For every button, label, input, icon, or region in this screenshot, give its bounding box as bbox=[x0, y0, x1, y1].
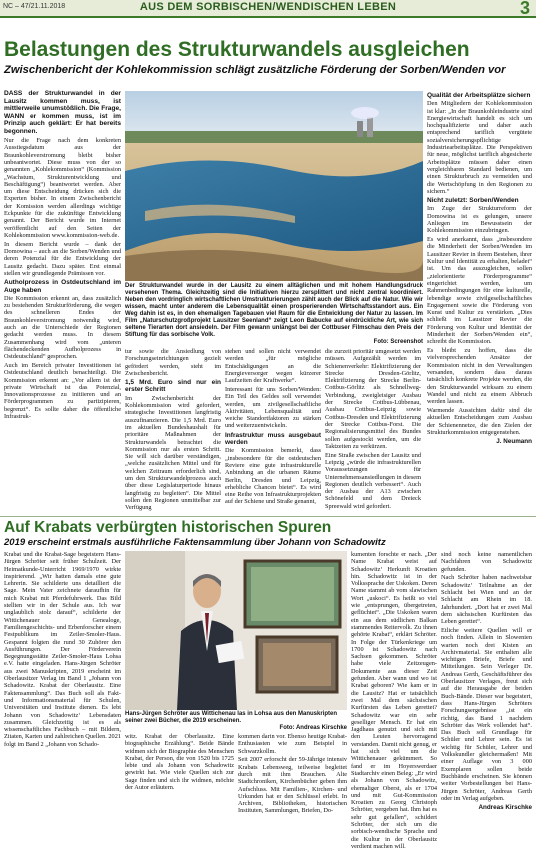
landscape-image bbox=[125, 91, 423, 281]
article1-col2-p1: tur sowie die Ansiedlung von Forschungseinrichtungen gezielt gefördert werden, steht im Zwischenbericht. bbox=[125, 348, 221, 377]
lignite-lake-photo bbox=[125, 91, 423, 281]
article1-col5-subhead: Qualität der Arbeitsplätze sichern bbox=[427, 92, 531, 99]
issue-label: NC – 47/21.11.2018 bbox=[3, 3, 66, 10]
article1-subhead: Zwischenbericht der Kohlekommission schlägt zusätzliche Förderung der Sorben/Wenden vor bbox=[4, 64, 506, 76]
article2-col1 bbox=[4, 551, 121, 781]
article1-photo-caption bbox=[125, 283, 423, 346]
article2-col2 bbox=[125, 733, 234, 792]
article1-col3-p2: Interessant für uns Sorben/Wenden: Ein Teil des Geldes soll verwendet werden, um zivilgesellschaftliche Aktivitäten, Lebensqualität und weiche Standortfaktoren zu stärken und weiterzuentwickeln. bbox=[225, 385, 321, 430]
article1-col1-subhead: Autholprozess in Ostdeutschland im Auge haben bbox=[4, 279, 121, 294]
article1-col1-p2: In diesem Bericht wurde – dank der Domowina – auch an die Sorben/Wenden und deren Potenzial für die Entwicklung der Lausitz gedacht. Dazu später. Erst einmal stellen wir grundlegende Prämissen vor. bbox=[4, 240, 121, 277]
article2-col3-p2: Seit 2007 erforscht der 59-Jährige intensiv Krabats Lebensweg, teilweise begleitet durch mit ihm Brauchen. Alte Stadtchroniken, Kirchenbücher geben ihm Aufschluss. Mit Familien-, Kirchen- und Urkunden hat er den Schlüssel erlebt. In Archiven, Bibliotheken, historischen Instituten, Sammlungen, Briefen, Do- bbox=[238, 756, 347, 815]
article1-author: J. Neumann bbox=[496, 437, 532, 445]
article1-lead: DASS der Strukturwandel in der Lausitz kommen muss, ist mittlerweile unumstößlich. Die Frage, WANN er kommen muss, ist im Prinzip auch geklärt: Er hat bereits begonnen. bbox=[4, 90, 121, 135]
article2-col5-p2: Nach Schröter haben nachweisbar Schadowitz‘ Teilnahme an der Schlacht bei Wien und an der Schlacht am Rhein im 18. Jahrhundert. „Dort hat er zwei Mal dem sächsischen Kurfürsten das Leben gerettet“. bbox=[441, 574, 532, 626]
article1-col2-p2: Im Zwischenbericht der Kohlekommission wird gefordert, strategische Investitionen langfristig auszufinanzieren. Die 1,5 Mrd. Euro im aktuellen Bundeshaushalt für prioritäre Maßnahmen der Strukturwandels betrachtet die Kommission nur als ersten Schritt. Sie will sich darüber verständigen, „welche zusätzlichen Mittel und für welchen Zeitraum erforderlich sind, um den Strukturwandelprozess auch über diese Legislaturperiode hinaus langfristig zu begleiten“. Die Mittel sollen den Regionen unmittelbar zur Verfügung bbox=[125, 394, 221, 512]
article1-col1-p1: Nur die Frage nach dem konkreten Ausstiegsdatum aus der Braunkohleverstromung bleibt bisher unbeantwortet. Diese muss von der so genannten „Kohlekommission“ (Kommission „Wachstum, Strukturentwicklung und Beschäftigung“) beantwortet werden. Aber um diese Entscheidung drücken sich die Experten bisher. In einem Zwischenbericht der Komission werden allerdings wichtige Eckpunkte für die zukünftige Entwicklung genannt. Der Bericht wurde im Internet veröffentlicht auf den Seiten der Kohlekommission www.kommission-web.de. bbox=[4, 137, 121, 239]
article1-col3-p3: Die Kommission bemerkt, dass „insbesondere für die ostdeutschen Reviere eine gute infrastrukturelle Anbindung an die urbanen Räume Berlin, Dresden und Leipzig, erhebliche Chancen bietet“. Es wird eine Reihe von Infrastrukturprojekten auf der Schiene und Straße genannt, bbox=[225, 447, 321, 506]
article2-col3 bbox=[238, 733, 347, 815]
article1-col2-subhead: 1,5 Mrd. Euro sind nur ein erster Schritt bbox=[125, 379, 221, 394]
article2-col2-p1: witz. Krabat der Oberlausitz. Eine biographische Erzählung“. Beide Bände widmen sich der Biographie des Menschen Krabat, der Person, die von 1520 bis 1725 lebte und als Johann von Schadowitz gewirkt hat. Wie viele Quellen sich zur Sage finden und sich ihr widmen, möchte der Autor erläutern. bbox=[125, 733, 234, 792]
article2-subhead: 2019 erscheint erstmals ausführliche Faktensammlung über Johann von Schadowitz bbox=[4, 537, 386, 548]
page-header bbox=[0, 0, 536, 18]
article2-col3-p1: kommen darin vor. Ebenso heutige Krabat-Enthusiasten wie zum Beispiel in Schwarzkollm. bbox=[238, 733, 347, 755]
article1-col4-p1: die zurzeit prioritär umgesetzt werden müssen. Aufgezählt werden im Schienenverkehr: Elektrifizierung der Strecke Dresden-Görlitz, Elektrifizierung der Strecke Berlin-Cottbus-Görlitz als Schnellweg-Verbindung, zweigleisiger Ausbau der Strecke Cottbus-Lübbenau, Ausbau Cottbus-Leipzig sowie Cottbus-Dresden und Elektrifizierung der Strecke Cottbus-Forst. Die Regionalisierungsmittel des Bundes sollen aufgestockt werden, um die Taktzeiten zu verkürzen. bbox=[325, 348, 421, 450]
article1-caption-text: Der Strukturwandel wurde in der Lausitz zu einem alltäglichen und mit hohem Handlungsdruck versehenen Thema. Gleichzeitig sind die Initiativen hierzu zersplittert und nicht zentral koordiniert. Neben den vordringlich wirtschaftlichen Umstrukturierungen zählt auch der Blick auf die Natur. Wie wir wissen, macht unter anderem die Lebensqualität einen prosperierenden Wirtschaftsstandort aus. Ein Weg dahin ist es, in den ehemaligen Tagebauen viel Raum für die Entwicklung der Natur zu lassen. Im Film „Naturschutzgroßprojekt Lausitzer Seenland“ zeigt Leon Babucke auf eindrückliche Art, wie sich seltene Tierarten dort ansiedeln. Der Film gewann unlängst bei der Cottbuser Filmschau den Preis der Stiftung für das sorbische Volk. bbox=[125, 283, 423, 338]
article1-headline: Belastungen des Strukturwandels ausgleichen bbox=[4, 38, 470, 61]
article2-col4-p1: kumenten forschte er nach. „Der Name Krabat weist auf Schadowitz‘ Herkunft Kroatien hin. Schadowitz ist in der Volkssprache der Uskoken. Deren Name stammt ab vom slawischen Wort „uskoci“. Es heißt so viel wie „entsprungen, übergetreten, geflüchtet“. „Die Uskoken waren ein aus dem südlichen Balkan stammendes Reitervolk. Zu ihnen gehörte Krabat“, erklärt Schröter. In Folge der Türkenkriege um 1700 ist Schadowitz nach Sachsen gekommen. Schröter habe viele Zeitzeugen-Dokumente aus dieser Zeit gefunden. Aber wann und wo ist Krabat geboren? Wie kam er in die Lausitz? Hat er tatsächlich zwei Mal dem sächsischen Kurfürsten das Leben gerettet? Schadowitz war ein sehr geselliger Mensch. Er hat ein Jagdhaus genutzt und sich mit den Leuten hervorragend verstanden. Damit nicht genug, er hat sich viel um die Wittichenauer gekümmert. So fand er im Hoyerswerdaer Stadtarchiv einen Beleg: „Er wird als Johann von Schadowitz, ehemaliger Oberst, als er 1704 und mit Gut-Kommission Kroatien zu Georg Christoph Schröter, vergeben hat. Ihm hat es sehr gut gefallen“, schildert Schröter, der sich um die sorbisch-wendische Sprache und die Kultur in der Oberlausitz verdient machen will. bbox=[351, 551, 437, 850]
article1-photo-credit: Foto: Screenshot bbox=[373, 339, 423, 345]
article-divider bbox=[0, 516, 536, 517]
article2-col5 bbox=[441, 551, 532, 811]
article2-col5-p1: sind noch keine namentlichen Nachfahren von Schadowitz gefunden. bbox=[441, 551, 532, 573]
article1-col5-p4: Es bleibt zu hoffen, dass die vielversprechenden Ansätze der Kommission nicht in den Verwaltungen versanden, sondern dass daraus tatsächlich konkrete Projekte werden, die den Strukturwandel wirksam zu einem Wandel und nicht zu einem Abbruch werden lassen. bbox=[427, 347, 532, 406]
article2-col5-p3: Etliche weitere Quellen will er noch finden. Allein in Slowenien warten noch drei Kisten an Archivmaterial. Sie enthalten alle wichtigen Briefe, Briefe und Mitteilungen. Sein Verleger Dr. Andreas Gerth, Geschäftsführer des Oberlausitzer Verlages, freut sich auf die Herausgabe der beiden Buch-Bände. Dieser war begeistert, dass Hans-Jürgen Schröters Forschungsergebnisse „ist ein richtig, das Band 1 nachdem Schröter das Werk vollendet hat“. Das Buch soll Grundlage für Schüler und Lehrer sein. Es ist wichtig für Schüler, Lehrer und Volkskundler gleichermaßen! Mit einer Auflage von 3 000 Exemplaren sollen beide Buchbände erscheinen. Sie können weiter Vorbestellungen bei Hans-Jürgen Schröter, Andreas Gerth oder im Verlag aufgeben. bbox=[441, 626, 532, 802]
article2-headline: Auf Krabats verbürgten historischen Spuren bbox=[4, 519, 332, 536]
article2-photo-credit: Foto: Andreas Kirschke bbox=[279, 725, 347, 731]
article1-col4 bbox=[325, 348, 421, 516]
speaker-photo bbox=[125, 551, 347, 710]
article1-col2 bbox=[125, 348, 221, 516]
article1-col5-p3: Es wird anerkannt, dass „insbesondere die Minderheit der Sorben/Wenden im Lausitzer Revier in ihrem Bestehen, ihrer Kultur und Identität zu erhalten, beladet“ ist. Um das auszugleichen, sollen „zielorientierte Förderprogramme“ eingerichtet werden, um Rahmenbedingungen für eine kulturelle, lebendige sowie zivilgesellschaftliches Engagement sowie die Förderung von Kunst und Kultur zu verstärken. „Dies schließt im Lausitzer Revier die Förderung von Kultur und Identität der Minderheit der Sorben/Wenden ein“, schreibt die Kommission. bbox=[427, 236, 532, 346]
article1-col4-p2: Eine Straße zwischen der Lausitz und Leipzig „würde die infrastrukturellen Voraussetzungen für Unternehmensansiedlungen in diesem Regionen deutlich verbessert“. Auch der Ausbau der A13 zwischen Schönefeld und dem Dreieck Spreewald wird gefordert. bbox=[325, 451, 421, 510]
article2-col1-p1: Krabat und die Krabat-Sage begeistern Hans-Jürgen Schröter seit früher Schulzeit. Der Heimatkunde-Unterricht 1969/1970 wirkte inspirierend. „Wir hatten damals eine gute Lehrerin. Sie schilderte uns detailliert die Sage. Mein Vater zeichnete daraufhin für mich Krabat mit Pferdefuhrwerk. Das Bild stellten wir in der Schule aus. Ich war unglaublich stolz darauf“, schilderte der Wittichenauer Genealoge, Familiengeschichts- und Erbenforscher einem Festpublikum im Zeiler-Smoler-Haus. Gespannt folgten die rund 30 Zuhörer den Ausführungen. Der Förderverein Begegnungsstätte Zeiler-Smoler-Haus Lohsa e.V. hatte eingeladen. Hans-Jürgen Schröter aus zwei Manuskripten, 2019 erscheint im Oberlausitzer Verlag im Band 1 „Johann von Schadowitz. Krabat der Oberlausitz. Eine Faktensammlung“. Das Buch soll als Fakt- und Informationsmaterial für Schulen, Universitäten und Institute dienen. Es lebt Johann von Schadowitz‘ Lebensdaten zusammen. Gleichzeitig ist es als wissenschaftliches Fachbuch – mit Bildern, Zitaten, Karten und zahlreichen Quellen. 2021 folgt im Band 2 „Johann von Schado- bbox=[4, 551, 121, 748]
section-title: AUS DEM SORBISCHEN/WENDISCHEN LEBEN bbox=[139, 1, 397, 13]
article2-col4 bbox=[351, 551, 437, 850]
article1-col5-p5: Warmende Aussichten dafür sind die aktuellen Entscheidungen zum Ausbau der Schienennetze, die den Zielen der Strukturkommission entgegenstehen. bbox=[427, 406, 532, 436]
article1-col3-subhead: Infrastruktur muss ausgebaut werden bbox=[225, 431, 321, 447]
article1-col1 bbox=[4, 90, 121, 515]
article2-photo-caption bbox=[125, 711, 347, 732]
article1-col5 bbox=[427, 90, 532, 515]
article1-col5-p2: Im Zuge der Strukturreform der Domowina ist es gelungen, unsere Anliegen im Bewusstsein der Kohlekommission einzubringen. bbox=[427, 205, 532, 235]
page-number: 3 bbox=[519, 0, 530, 18]
article1-col3-p1: stehen und sollen nicht verwendet werden „für mögliche Entschädigungen an die Energieversorger wegen kürzerer Laufzeiten der Kraftwerke“. bbox=[225, 348, 321, 385]
article2-caption-text: Hans-Jürgen Schröter aus Wittichenau las in Lohsa aus den Manuskripten seiner zwei Bücher, die 2019 erscheinen. bbox=[125, 711, 337, 724]
article1-col5-subhead2: Nicht zuletzt: Sorben/Wenden bbox=[427, 197, 519, 205]
speaker-image bbox=[125, 551, 347, 710]
article1-col5-p1: Den Mitgliedern der Kohlekommission ist klar: „In der Braunkohleindustrie sind Energiewirtschaft handelt es sich um hochqualifizierte und daher auch entsprechend tariflich vergütete sozialversicherungspflichtige Industriearbeitsplätze. Die Perspektiven für neue, möglichst tariflich abgesicherte Arbeitsplätze müssen daher einen vergleichbaren Standard bedienen, um einen Strukturbruch zu vermeiden und die Wertschöpfung in den Regionen zu sichern.“ bbox=[427, 100, 532, 195]
article1-col1-p4: Auch im Bereich privater Investitionen ist Ostdeutschland deutlich benachteiligt. Die Kommission erkennt an: „Vor allem ist der private Wirtschaft ist das Potenzial, Innovationsprozesse zu initiieren und an Förderprogrammen zu partizipieren, begrenzt“. Es sollte daher die öffentliche Infrastruk- bbox=[4, 361, 121, 421]
article2-author: Andreas Kirschke bbox=[478, 803, 532, 811]
article1-col3 bbox=[225, 348, 321, 516]
article1-col1-p3: Die Kommission erkennt an, dass zusätzlich zu bestehenden Strukturförderung, die wegen des schnelleren Endes der Braunkohleverstromung notwendig wird, auch an die Unterschiede der Regionen gedacht werden muss. In diesem Zusammenhang wird vom „unteren flächendeckenden Aufholprozess in Ostdeutschland“ gesprochen. bbox=[4, 294, 121, 361]
